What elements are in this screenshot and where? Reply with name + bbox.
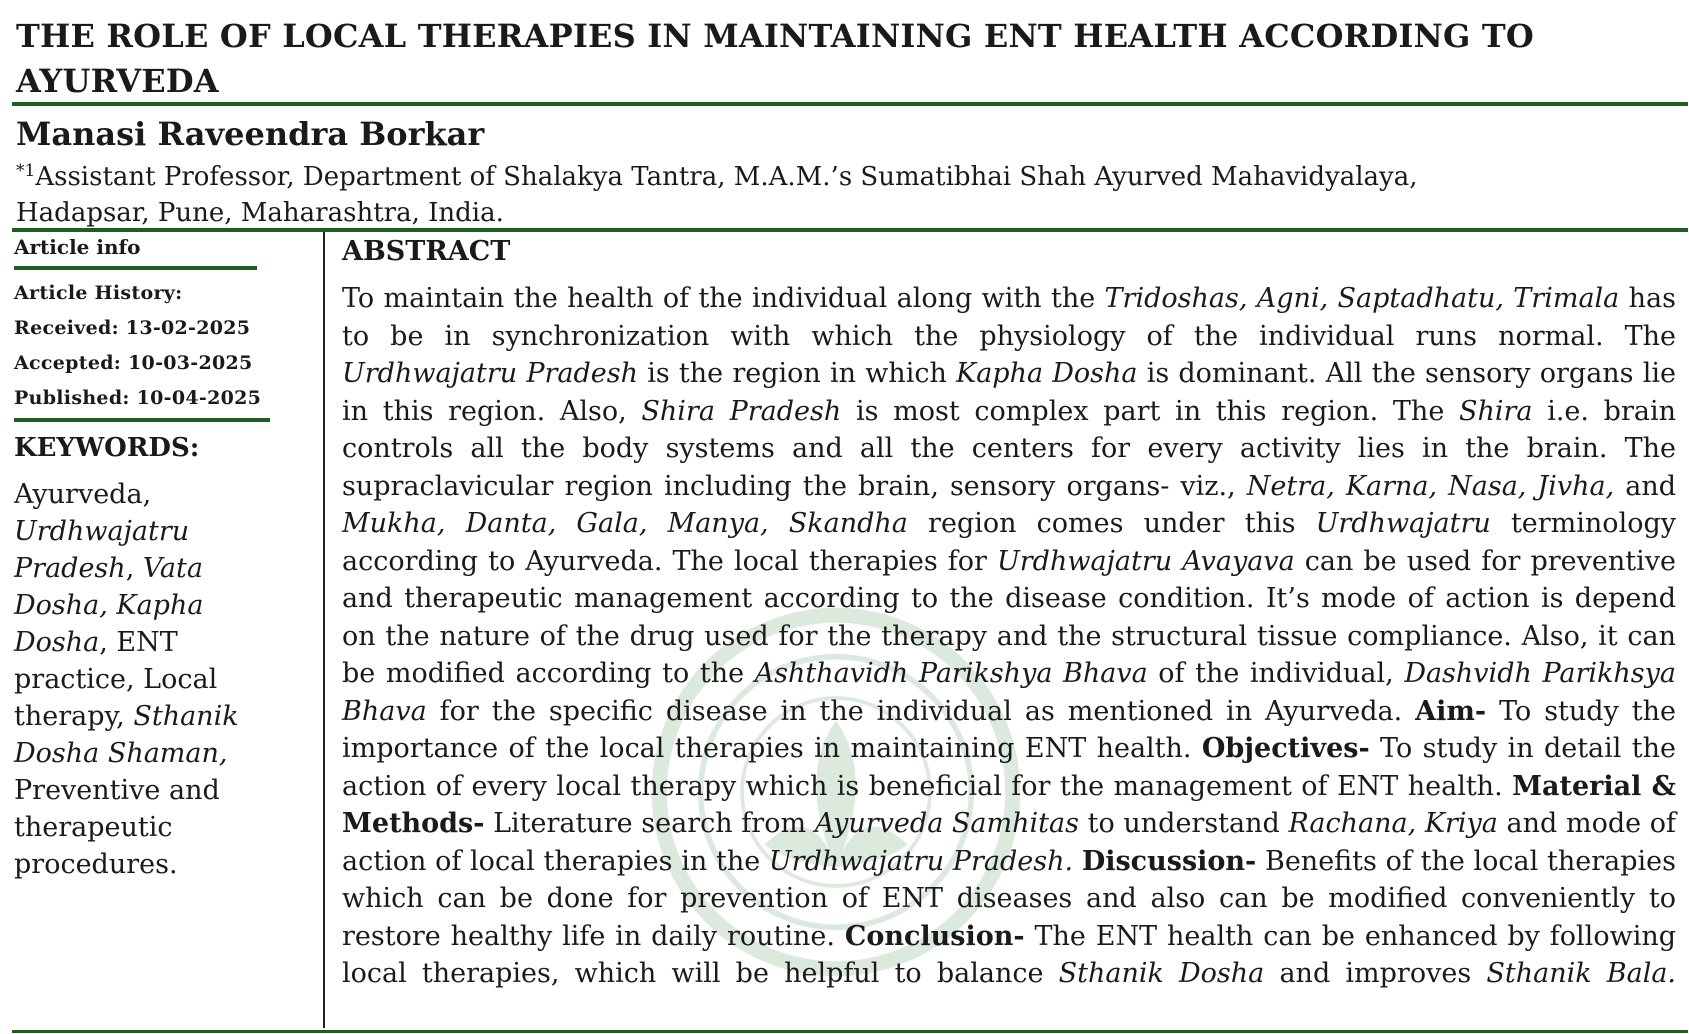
affiliation-text-1: Assistant Professor, Department of Shalakya Tantra, M.A.M.’s Sumatibhai Shah Ayurved Mahavidyalaya, bbox=[35, 162, 1418, 192]
keyword-line: therapy, Sthanik bbox=[14, 701, 239, 732]
published-date: Published: 10-04-2025 bbox=[14, 387, 262, 409]
article-history-heading: Article History: bbox=[14, 282, 183, 304]
accepted-date: Accepted: 10-03-2025 bbox=[14, 352, 253, 374]
author-affiliation bbox=[16, 159, 1656, 231]
keywords-heading: KEYWORDS: bbox=[14, 433, 200, 463]
author-name: Manasi Raveendra Borkar bbox=[16, 115, 485, 153]
discussion-label: Discussion- bbox=[1081, 845, 1257, 877]
objectives-label: Objectives- bbox=[1201, 733, 1370, 764]
keywords-list bbox=[14, 476, 314, 883]
received-date: Received: 13-02-2025 bbox=[14, 317, 251, 339]
affiliation-line-1 bbox=[16, 159, 1656, 195]
keyword-line: Preventive and bbox=[14, 775, 220, 806]
keyword-line: Urdhwajatru bbox=[14, 516, 190, 547]
keywords-panel bbox=[14, 430, 314, 883]
affiliation-marker: *1 bbox=[16, 161, 36, 181]
footer-rule bbox=[12, 1030, 1688, 1033]
article-info-heading: Article info bbox=[14, 232, 257, 270]
paper-title-line-1: THE ROLE OF LOCAL THERAPIES IN MAINTAINING ENT HEALTH ACCORDING TO bbox=[16, 17, 1534, 55]
keyword-line: procedures. bbox=[14, 849, 178, 880]
keyword-line: Dosha Shaman, bbox=[14, 738, 228, 769]
keyword-line: Pradesh, Vata bbox=[14, 553, 203, 584]
affiliation-line-2: Hadapsar, Pune, Maharashtra, India. bbox=[16, 198, 504, 228]
column-divider bbox=[323, 232, 325, 1028]
abstract-heading: ABSTRACT bbox=[342, 236, 511, 267]
paper-title-line-2: AYURVEDA bbox=[16, 62, 219, 100]
methods-label: Material & Methods- bbox=[342, 770, 1676, 839]
keyword-line: practice, Local bbox=[14, 664, 218, 695]
conclusion-label: Conclusion- bbox=[844, 920, 1025, 952]
keyword-line: Dosha, Kapha bbox=[14, 590, 204, 621]
keyword-line: Dosha, ENT bbox=[14, 627, 178, 658]
paper-title bbox=[16, 14, 1656, 104]
article-info-panel bbox=[14, 232, 270, 422]
article-history bbox=[14, 276, 270, 422]
keyword-line: therapeutic bbox=[14, 812, 173, 843]
abstract-body: To maintain the health of the individual along with the Tridoshas, Agni, Saptadhatu, Trimala has to be in synchronization with which the physiology of the individual runs normal. The Urdhwajatru Pradesh is the region in which Kapha Dosha is dominant. All the sensory organs lie in this region. Also, Shira Pradesh is most complex part in this region. The Shira i.e. brain controls all the body systems and all the centers for every activity lies in the brain. The supraclavicular region including the brain, sensory organs- viz., Netra, Karna, Nasa, Jivha, and Mukha, Danta, Gala, Manya, Skandha region comes under this Urdhwajatru terminology according to Ayurveda. The local therapies for Urdhwajatru Avayava can be used for preventive and therapeutic management according to the disease condition. It’s mode of action is depend on the nature of the drug used for the therapy and the structural tissue compliance. Also, it can be modified according to the Ashthavidh Parikshya Bhava of the individual, Dashvidh Parikhsya Bhava for the specific disease in the individual as mentioned in Ayurveda. Aim- To study the importance of the local therapies in maintaining ENT health. Objectives- To study in detail the action of every local therapy which is beneficial for the management of ENT health. Material & Methods- Literature search from Ayurveda Samhitas to understand Rachana, Kriya and mode of action of local therapies in the Urdhwajatru Pradesh. Discussion- Benefits of the local therapies which can be done for prevention of ENT diseases and also can be modified conveniently to restore healthy life in daily routine. Conclusion- The ENT health can be enhanced by following local therapies, which will be helpful to balance Sthanik Dosha and improves Sthanik Bala. bbox=[342, 283, 1677, 989]
title-rule bbox=[12, 102, 1688, 106]
keyword-line: Ayurveda, bbox=[14, 479, 152, 510]
aim-label: Aim- bbox=[1415, 695, 1487, 727]
